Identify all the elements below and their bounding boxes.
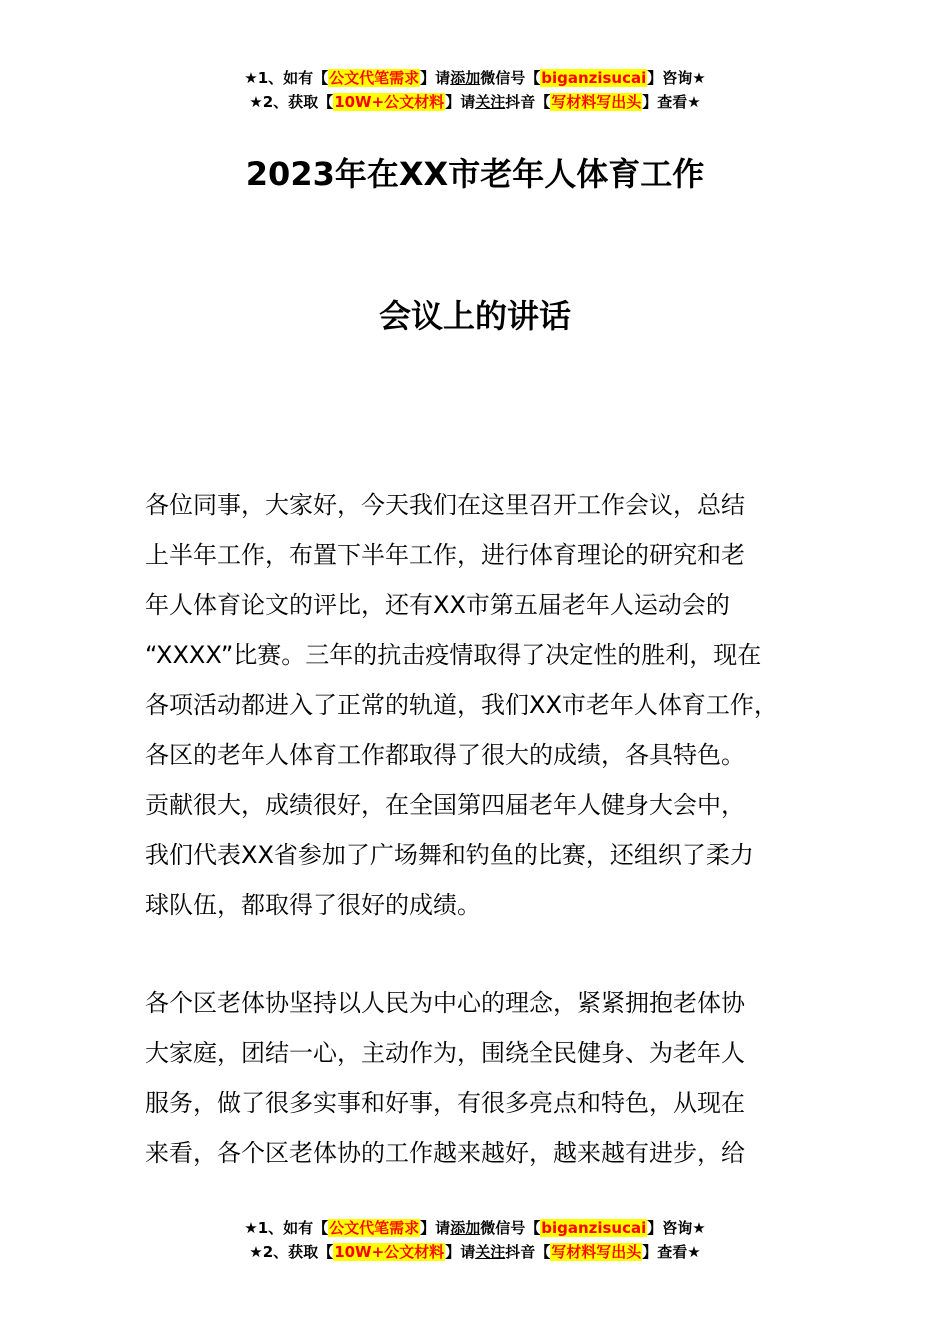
- banner-text: 】请: [445, 1243, 476, 1261]
- header-banner: [0, 66, 950, 114]
- banner-text: 抖音【: [505, 93, 551, 111]
- text-line: “XXXX”比赛。三年的抗击疫情取得了决定性的胜利，现在: [145, 641, 762, 669]
- banner-highlight: 10W+公文材料: [334, 93, 445, 111]
- banner-text: 】咨询★: [647, 69, 706, 87]
- banner-text: ★2、获取【: [249, 93, 334, 111]
- banner-highlight: 公文代笔需求: [329, 69, 420, 87]
- banner-underline: 添加: [450, 69, 481, 87]
- banner-underline: 关注: [475, 93, 506, 111]
- banner-highlight: 10W+公文材料: [334, 1243, 445, 1261]
- text-line: 大家庭，团结一心，主动作为，围绕全民健身、为老年人: [145, 1039, 745, 1067]
- banner-text: ★1、如有【: [244, 69, 329, 87]
- banner-text: 】查看★: [642, 1243, 701, 1261]
- banner-text: 】请: [420, 69, 451, 87]
- banner-text: 微信号【: [480, 69, 541, 87]
- banner-highlight: 公文代笔需求: [329, 1219, 420, 1237]
- banner-highlight: biganzisucai: [541, 69, 647, 87]
- text-line: 各项活动都进入了正常的轨道，我们XX市老年人体育工作，: [145, 691, 778, 719]
- banner-underline: 关注: [475, 1243, 506, 1261]
- banner-line-2: [0, 90, 950, 114]
- banner-text: 】请: [420, 1219, 451, 1237]
- banner-text: 抖音【: [505, 1243, 551, 1261]
- document-title-line-1: 2023年在XX市老年人体育工作: [245, 155, 705, 193]
- banner-text: 】查看★: [642, 93, 701, 111]
- footer-banner: [0, 1216, 950, 1264]
- banner-highlight: biganzisucai: [541, 1219, 647, 1237]
- document-title-line-2: 会议上的讲话: [378, 297, 571, 335]
- paragraph-1: [145, 480, 835, 930]
- banner-text: ★2、获取【: [249, 1243, 334, 1261]
- banner-underline: 添加: [450, 1219, 481, 1237]
- text-line: 来看，各个区老体协的工作越来越好，越来越有进步，给: [145, 1139, 745, 1167]
- text-line: 上半年工作，布置下半年工作，进行体育理论的研究和老: [145, 541, 745, 569]
- banner-text: 】请: [445, 93, 476, 111]
- banner-line-1: [0, 66, 950, 90]
- text-line: 我们代表XX省参加了广场舞和钓鱼的比赛，还组织了柔力: [145, 841, 754, 869]
- banner-text: 】咨询★: [647, 1219, 706, 1237]
- text-line: 各位同事，大家好，今天我们在这里召开工作会议，总结: [145, 491, 745, 519]
- banner-text: 微信号【: [480, 1219, 541, 1237]
- text-line: 各个区老体协坚持以人民为中心的理念，紧紧拥抱老体协: [145, 989, 745, 1017]
- banner-line-2: [0, 1240, 950, 1264]
- text-line: 年人体育论文的评比，还有XX市第五届老年人运动会的: [145, 591, 730, 619]
- paragraph-2: [145, 978, 835, 1178]
- text-line: 服务，做了很多实事和好事，有很多亮点和特色，从现在: [145, 1089, 745, 1117]
- banner-text: ★1、如有【: [244, 1219, 329, 1237]
- text-line: 贡献很大，成绩很好，在全国第四届老年人健身大会中，: [145, 791, 745, 819]
- banner-highlight: 写材料写出头: [551, 93, 642, 111]
- text-line: 各区的老年人体育工作都取得了很大的成绩，各具特色。: [145, 741, 745, 769]
- text-line: 球队伍，都取得了很好的成绩。: [145, 891, 481, 919]
- banner-highlight: 写材料写出头: [551, 1243, 642, 1261]
- banner-line-1: [0, 1216, 950, 1240]
